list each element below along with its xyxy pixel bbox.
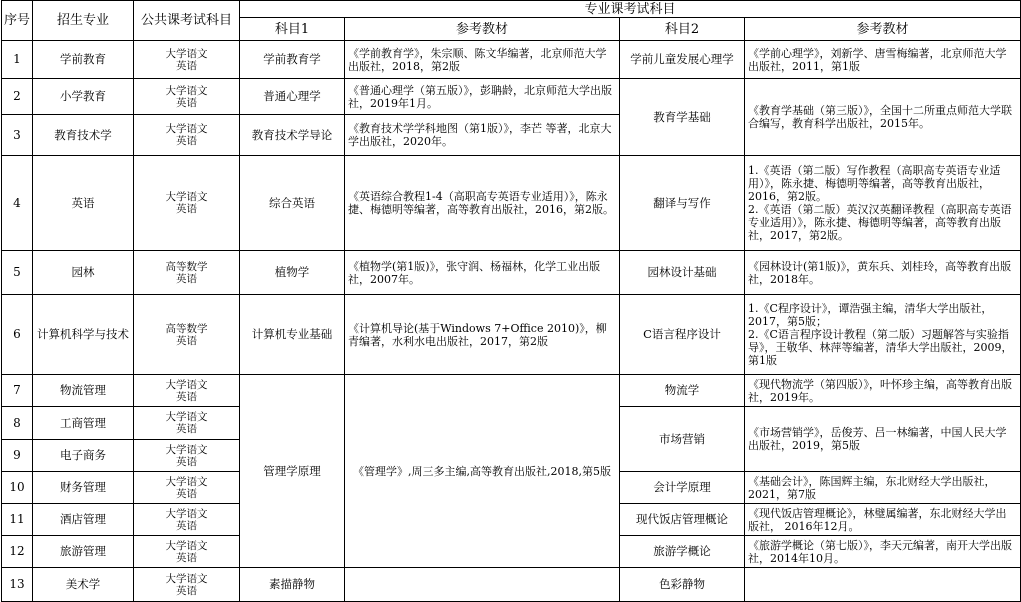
table-row — [2, 79, 1021, 115]
row-major: 工商管理 — [33, 407, 134, 440]
row-ref2: 《旅游学概论（第七版）》，李天元编著，南开大学出版社，2014年10月。 — [745, 536, 1021, 568]
header-major: 招生专业 — [33, 1, 134, 41]
row-major: 教育技术学 — [33, 115, 134, 156]
header-subject2: 科目2 — [620, 18, 745, 41]
row-ref1: 《计算机导论(基于Windows 7+Office 2010)》，柳青编著，水利水电出版社，2017，第2版 — [345, 295, 620, 375]
row-seq: 6 — [2, 295, 33, 375]
row-ref1: 《教育技术学学科地图（第1版）》，李芒 等著，北京大学出版社，2020年。 — [345, 115, 620, 156]
row-ref1: 《管理学》,周三多主编,高等教育出版社,2018,第5版 — [345, 375, 620, 568]
row-ref2: 《教育学基础（第三版）》，全国十二所重点师范大学联合编写，教育科学出版社，2015年。 — [745, 79, 1021, 156]
row-subject2: 园林设计基础 — [620, 251, 745, 295]
table-row — [2, 156, 1021, 251]
row-ref2: 《学前心理学》，刘新学、唐雪梅编著，北京师范大学出版社，2011，第1版 — [745, 41, 1021, 79]
header-seq: 序号 — [2, 1, 33, 41]
row-public-subjects: 高等数学 英语 — [134, 251, 240, 295]
row-seq: 5 — [2, 251, 33, 295]
exam-subject-table — [1, 0, 1021, 602]
row-public-subjects: 大学语文 英语 — [134, 568, 240, 602]
table-row — [2, 251, 1021, 295]
row-major: 小学教育 — [33, 79, 134, 115]
row-major: 电子商务 — [33, 440, 134, 472]
row-subject2: 会计学原理 — [620, 472, 745, 504]
row-seq: 2 — [2, 79, 33, 115]
row-subject1: 学前教育学 — [240, 41, 345, 79]
row-seq: 4 — [2, 156, 33, 251]
row-public-subjects: 大学语文 英语 — [134, 375, 240, 407]
row-major: 旅游管理 — [33, 536, 134, 568]
row-subject2: 市场营销 — [620, 407, 745, 472]
row-public-subjects: 高等数学 英语 — [134, 295, 240, 375]
row-major: 英语 — [33, 156, 134, 251]
row-seq: 13 — [2, 568, 33, 602]
row-subject2: 旅游学概论 — [620, 536, 745, 568]
row-ref2: 1.《英语（第二版）写作教程（高职高专英语专业适用）》，陈永捷、梅德明等编著，高等教育出版社，2016，第2版。 2.《英语（第二版）英汉汉英翻译教程（高职高专英语专业适用）》，陈永捷、梅德明等编著，高等教育出版社，2017，第2版。 — [745, 156, 1021, 251]
row-major: 酒店管理 — [33, 504, 134, 536]
row-subject1: 素描静物 — [240, 568, 345, 602]
row-subject2: 翻译与写作 — [620, 156, 745, 251]
row-seq: 10 — [2, 472, 33, 504]
row-seq: 8 — [2, 407, 33, 440]
row-seq: 11 — [2, 504, 33, 536]
row-subject1: 植物学 — [240, 251, 345, 295]
row-ref2: 《园林设计(第1版)》，黄东兵、刘桂玲，高等教育出版社，2018年。 — [745, 251, 1021, 295]
row-ref2 — [745, 568, 1021, 602]
row-public-subjects: 大学语文 英语 — [134, 41, 240, 79]
row-ref2: 《市场营销学》，岳俊芳、吕一林编著，中国人民大学出版社，2019，第5版 — [745, 407, 1021, 472]
row-subject2: 现代饭店管理概论 — [620, 504, 745, 536]
row-subject2: C语言程序设计 — [620, 295, 745, 375]
table-row — [2, 41, 1021, 79]
row-public-subjects: 大学语文 英语 — [134, 472, 240, 504]
header-subject1: 科目1 — [240, 18, 345, 41]
table-row — [2, 568, 1021, 602]
row-public-subjects: 大学语文 英语 — [134, 440, 240, 472]
row-seq: 9 — [2, 440, 33, 472]
row-seq: 1 — [2, 41, 33, 79]
row-subject2: 色彩静物 — [620, 568, 745, 602]
row-public-subjects: 大学语文 英语 — [134, 156, 240, 251]
row-seq: 7 — [2, 375, 33, 407]
row-public-subjects: 大学语文 英语 — [134, 504, 240, 536]
row-subject1: 普通心理学 — [240, 79, 345, 115]
table-row — [2, 295, 1021, 375]
header-professional-exam: 专业课考试科目 — [240, 1, 1021, 18]
header-row-top — [2, 1, 1021, 18]
row-public-subjects: 大学语文 英语 — [134, 115, 240, 156]
row-public-subjects: 大学语文 英语 — [134, 407, 240, 440]
row-subject1: 计算机专业基础 — [240, 295, 345, 375]
row-ref2: 1.《C程序设计》，谭浩强主编，清华大学出版社，2017，第5版； 2.《C语言程序设计教程（第二版）习题解答与实验指导》，王敬华、林萍等编著，清华大学出版社，2009，第1版 — [745, 295, 1021, 375]
row-major: 计算机科学与技术 — [33, 295, 134, 375]
row-subject1: 综合英语 — [240, 156, 345, 251]
row-seq: 12 — [2, 536, 33, 568]
row-major: 园林 — [33, 251, 134, 295]
row-ref1: 《英语综合教程1-4（高职高专英语专业适用）》，陈永捷、梅德明等编著，高等教育出版社，2016，第2版。 — [345, 156, 620, 251]
row-public-subjects: 大学语文 英语 — [134, 79, 240, 115]
row-seq: 3 — [2, 115, 33, 156]
row-ref2: 《基础会计》，陈国辉主编，东北财经大学出版社，2021，第7版 — [745, 472, 1021, 504]
row-ref1: 《学前教育学》，朱宗顺、陈文华编著，北京师范大学出版社，2018，第2版 — [345, 41, 620, 79]
header-ref2: 参考教材 — [745, 18, 1021, 41]
row-ref1: 《普通心理学（第五版）》，彭聃龄，北京师范大学出版社，2019年1月。 — [345, 79, 620, 115]
row-subject2: 教育学基础 — [620, 79, 745, 156]
row-subject1: 教育技术学导论 — [240, 115, 345, 156]
row-subject2: 物流学 — [620, 375, 745, 407]
row-major: 财务管理 — [33, 472, 134, 504]
header-public-exam: 公共课考试科目 — [134, 1, 240, 41]
row-ref1: 《植物学(第1版)》，张守润、杨福林，化学工业出版社，2007年。 — [345, 251, 620, 295]
row-subject1: 管理学原理 — [240, 375, 345, 568]
row-public-subjects: 大学语文 英语 — [134, 536, 240, 568]
row-major: 物流管理 — [33, 375, 134, 407]
row-major: 美术学 — [33, 568, 134, 602]
row-ref2: 《现代饭店管理概论》，林璧属编著，东北财经大学出版社， 2016年12月。 — [745, 504, 1021, 536]
row-ref2: 《现代物流学（第四版）》，叶怀珍主编，高等教育出版社，2019年。 — [745, 375, 1021, 407]
header-ref1: 参考教材 — [345, 18, 620, 41]
table-row — [2, 375, 1021, 407]
row-major: 学前教育 — [33, 41, 134, 79]
row-ref1 — [345, 568, 620, 602]
row-subject2: 学前儿童发展心理学 — [620, 41, 745, 79]
